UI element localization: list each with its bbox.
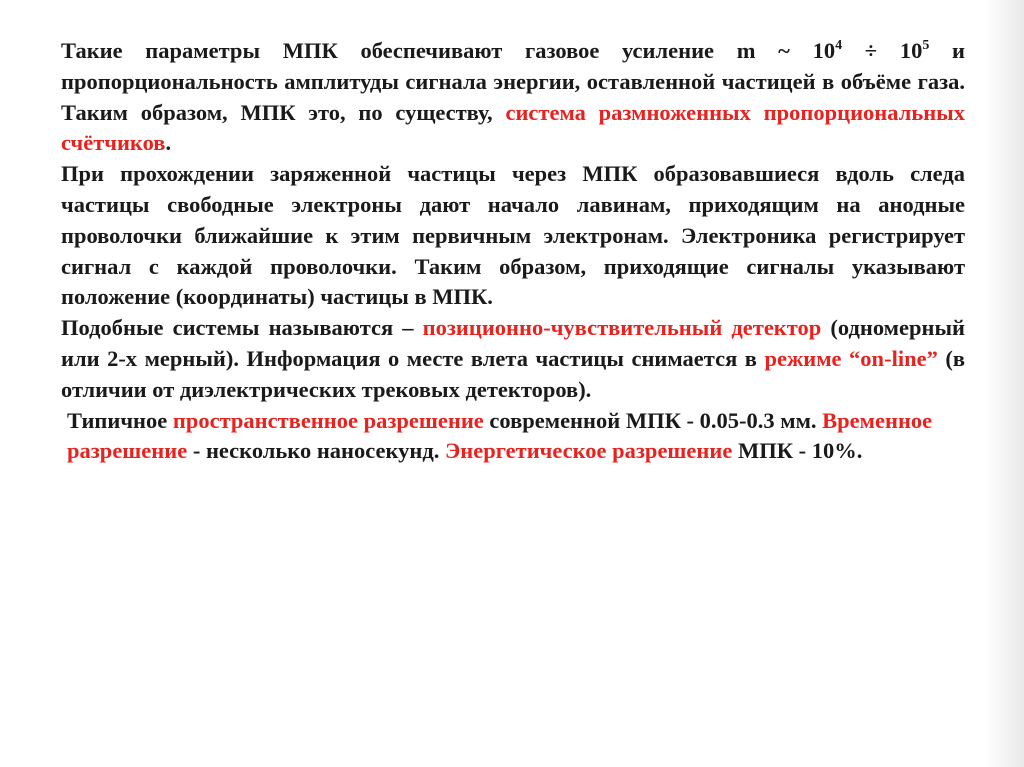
- text: и пропорциональность амплитуды сигнала энергии, оставленной частицей в объёме газа. Таким образом, МПК это, по существу,: [61, 38, 965, 125]
- text: .: [165, 130, 172, 156]
- text: современной МПК - 0.05-0.3 мм.: [483, 407, 823, 433]
- text: Такие параметры МПК обеспечивают газовое усиление m ~ 10: [61, 38, 836, 63]
- text: (одномерный или 2-х мерный). Информация о месте влета частицы снимается в: [61, 315, 965, 371]
- highlight-term: Энергетическое разрешение: [445, 438, 733, 464]
- highlight-term: Временное разрешение: [67, 407, 933, 464]
- text: ÷ 10: [842, 38, 923, 63]
- highlight-term: система размноженных пропорциональных счётчиков: [61, 99, 965, 156]
- slide-text-block: [61, 36, 965, 467]
- text: - несколько наносекунд.: [187, 438, 446, 464]
- highlight-term: режиме “on-line”: [764, 345, 938, 371]
- paragraph-particle-passage: [61, 159, 965, 313]
- paragraph-resolution: [61, 406, 965, 468]
- paragraph-gas-gain: [61, 36, 965, 159]
- paragraph-position-detector: [61, 313, 965, 405]
- text: Подобные системы называются –: [61, 315, 423, 341]
- text: МПК - 10%.: [732, 438, 863, 464]
- highlight-term: пространственное разрешение: [172, 407, 484, 433]
- text: (в отличии от диэлектрических трековых детекторов).: [61, 345, 965, 402]
- superscript: 5: [922, 38, 930, 53]
- superscript: 4: [835, 38, 843, 53]
- text: Типичное: [67, 407, 173, 433]
- text: При прохождении заряженной частицы через МПК образовавшиеся вдоль следа частицы свободные электроны дают начало лавинам, приходящим на анодные проволочки ближайшие к этим первичным электронам. Электроника регистрирует сигнал с каждой проволочки. Таким образом, приходящие сигналы указывают положение (координаты) частицы в МПК.: [61, 161, 965, 310]
- highlight-term: позиционно-чувствительный детектор: [422, 315, 822, 341]
